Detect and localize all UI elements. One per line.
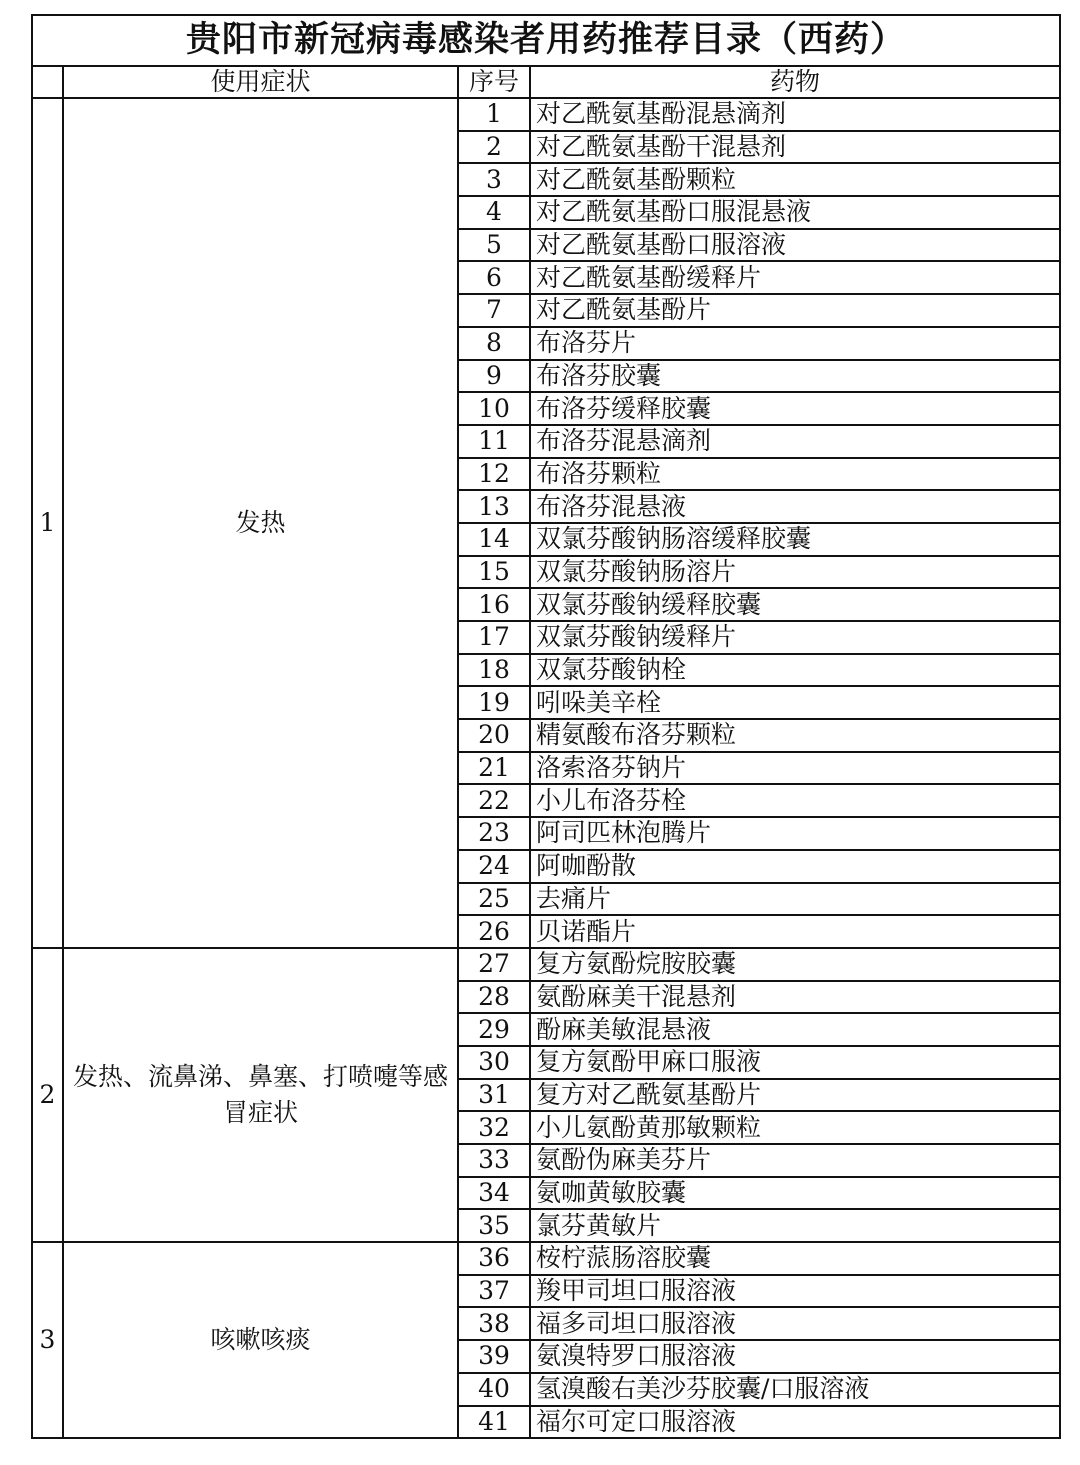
drug-name: 对乙酰氨基酚混悬滴剂	[530, 98, 1060, 131]
row-number: 29	[458, 1013, 530, 1046]
drug-name: 阿咖酚散	[530, 850, 1060, 883]
row-number: 38	[458, 1307, 530, 1340]
header-drug: 药物	[530, 66, 1060, 98]
drug-name: 氨酚麻美干混悬剂	[530, 981, 1060, 1014]
drug-name: 去痛片	[530, 883, 1060, 916]
drug-name: 对乙酰氨基酚干混悬剂	[530, 131, 1060, 164]
page-title: 贵阳市新冠病毒感染者用药推荐目录（西药）	[32, 15, 1060, 66]
row-number: 15	[458, 556, 530, 589]
group-index: 2	[32, 948, 63, 1242]
drug-name: 双氯芬酸钠栓	[530, 654, 1060, 687]
group-symptom: 咳嗽咳痰	[63, 1242, 458, 1438]
row-number: 27	[458, 948, 530, 981]
row-number: 10	[458, 392, 530, 425]
row-number: 23	[458, 817, 530, 850]
drug-name: 酚麻美敏混悬液	[530, 1013, 1060, 1046]
row-number: 9	[458, 360, 530, 393]
drug-name: 羧甲司坦口服溶液	[530, 1275, 1060, 1308]
row-number: 26	[458, 915, 530, 948]
row-number: 7	[458, 294, 530, 327]
row-number: 16	[458, 588, 530, 621]
drug-name: 对乙酰氨基酚口服混悬液	[530, 196, 1060, 229]
drug-name: 吲哚美辛栓	[530, 686, 1060, 719]
header-symptom: 使用症状	[63, 66, 458, 98]
row-number: 8	[458, 327, 530, 360]
table-row	[32, 948, 1060, 981]
row-number: 5	[458, 229, 530, 262]
drug-name: 双氯芬酸钠缓释胶囊	[530, 588, 1060, 621]
row-number: 35	[458, 1209, 530, 1242]
drug-name: 复方氨酚甲麻口服液	[530, 1046, 1060, 1079]
drug-name: 布洛芬片	[530, 327, 1060, 360]
table-row	[32, 98, 1060, 131]
row-number: 21	[458, 752, 530, 785]
row-number: 30	[458, 1046, 530, 1079]
drug-name: 布洛芬缓释胶囊	[530, 392, 1060, 425]
row-number: 25	[458, 883, 530, 916]
row-number: 14	[458, 523, 530, 556]
drug-name: 对乙酰氨基酚口服溶液	[530, 229, 1060, 262]
drug-name: 氯芬黄敏片	[530, 1209, 1060, 1242]
row-number: 24	[458, 850, 530, 883]
drug-name: 洛索洛芬钠片	[530, 752, 1060, 785]
row-number: 31	[458, 1079, 530, 1112]
drug-name: 布洛芬混悬液	[530, 490, 1060, 523]
row-number: 1	[458, 98, 530, 131]
drug-name: 小儿氨酚黄那敏颗粒	[530, 1111, 1060, 1144]
row-number: 17	[458, 621, 530, 654]
row-number: 20	[458, 719, 530, 752]
drug-name: 复方氨酚烷胺胶囊	[530, 948, 1060, 981]
row-number: 33	[458, 1144, 530, 1177]
row-number: 6	[458, 261, 530, 294]
row-number: 37	[458, 1275, 530, 1308]
row-number: 41	[458, 1406, 530, 1439]
drug-name: 氨酚伪麻美芬片	[530, 1144, 1060, 1177]
drug-name: 双氯芬酸钠肠溶缓释胶囊	[530, 523, 1060, 556]
row-number: 34	[458, 1177, 530, 1210]
drug-name: 对乙酰氨基酚颗粒	[530, 163, 1060, 196]
row-number: 13	[458, 490, 530, 523]
row-number: 12	[458, 458, 530, 491]
row-number: 4	[458, 196, 530, 229]
row-number: 39	[458, 1340, 530, 1373]
row-number: 36	[458, 1242, 530, 1275]
row-number: 40	[458, 1373, 530, 1406]
title-row	[32, 15, 1060, 66]
drug-name: 对乙酰氨基酚片	[530, 294, 1060, 327]
drug-name: 布洛芬混悬滴剂	[530, 425, 1060, 458]
row-number: 2	[458, 131, 530, 164]
group-index: 1	[32, 98, 63, 948]
drug-name: 福尔可定口服溶液	[530, 1406, 1060, 1439]
drug-name: 福多司坦口服溶液	[530, 1307, 1060, 1340]
drug-name: 对乙酰氨基酚缓释片	[530, 261, 1060, 294]
drug-name: 双氯芬酸钠肠溶片	[530, 556, 1060, 589]
drug-name: 布洛芬颗粒	[530, 458, 1060, 491]
drug-name: 精氨酸布洛芬颗粒	[530, 719, 1060, 752]
drug-name: 小儿布洛芬栓	[530, 784, 1060, 817]
drug-name: 桉柠蒎肠溶胶囊	[530, 1242, 1060, 1275]
row-number: 19	[458, 686, 530, 719]
table-row	[32, 1242, 1060, 1275]
row-number: 18	[458, 654, 530, 687]
drug-name: 氨咖黄敏胶囊	[530, 1177, 1060, 1210]
group-index: 3	[32, 1242, 63, 1438]
row-number: 32	[458, 1111, 530, 1144]
drug-name: 氢溴酸右美沙芬胶囊/口服溶液	[530, 1373, 1060, 1406]
drug-name: 氨溴特罗口服溶液	[530, 1340, 1060, 1373]
row-number: 3	[458, 163, 530, 196]
row-number: 11	[458, 425, 530, 458]
drug-name: 复方对乙酰氨基酚片	[530, 1079, 1060, 1112]
row-number: 28	[458, 981, 530, 1014]
group-symptom: 发热、流鼻涕、鼻塞、打喷嚏等感冒症状	[63, 948, 458, 1242]
header-group	[32, 66, 63, 98]
drug-name: 布洛芬胶囊	[530, 360, 1060, 393]
drug-name: 双氯芬酸钠缓释片	[530, 621, 1060, 654]
drug-catalog-table	[31, 14, 1061, 1439]
row-number: 22	[458, 784, 530, 817]
group-symptom: 发热	[63, 98, 458, 948]
header-no: 序号	[458, 66, 530, 98]
drug-name: 贝诺酯片	[530, 915, 1060, 948]
drug-name: 阿司匹林泡腾片	[530, 817, 1060, 850]
header-row	[32, 66, 1060, 98]
